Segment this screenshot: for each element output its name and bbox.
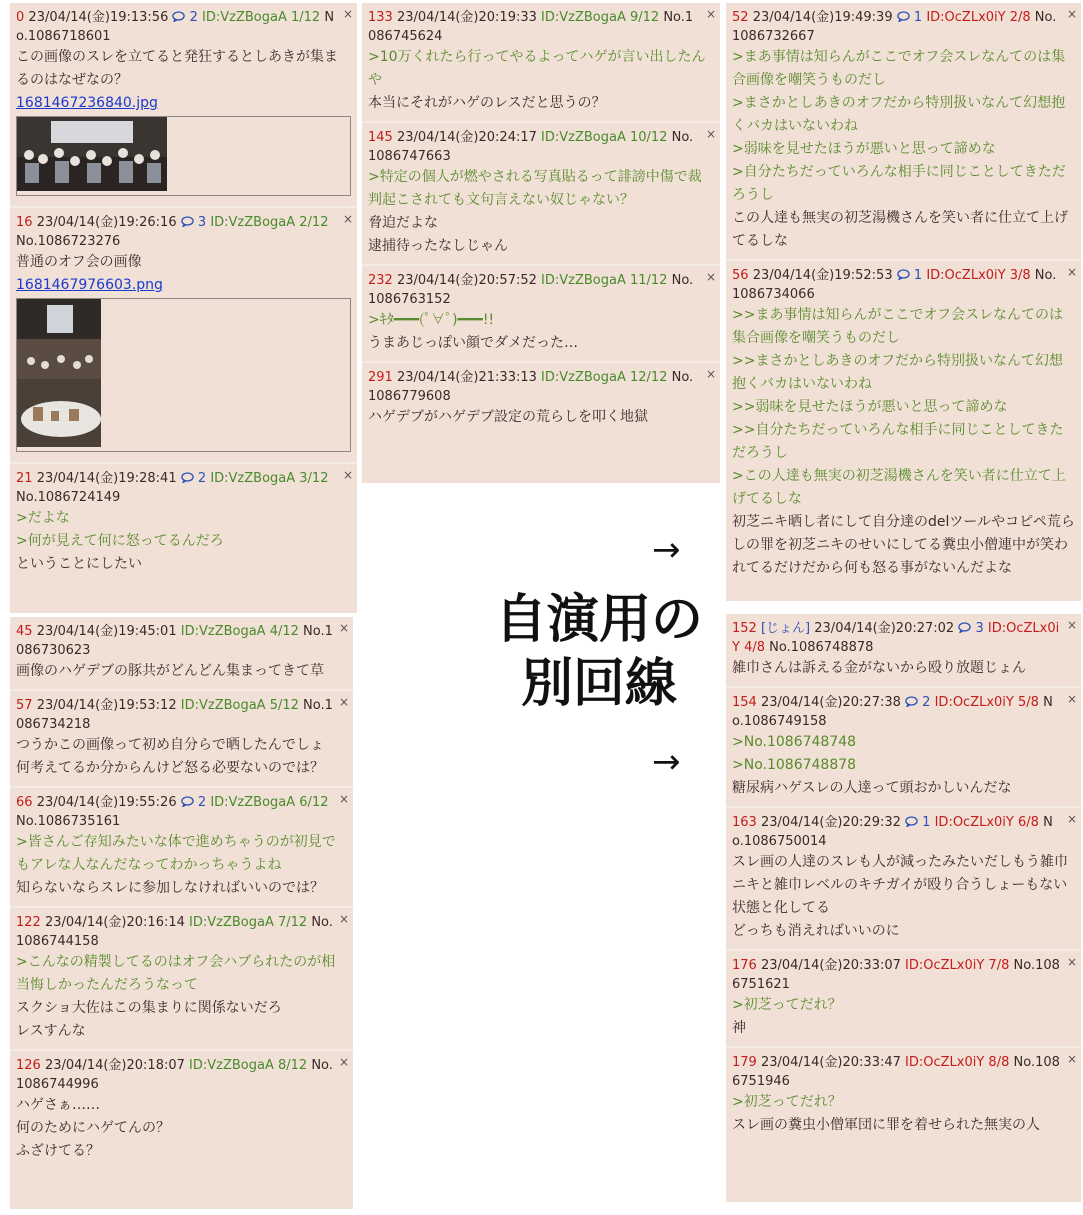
quote-line: >自分たちだっていろんな相手に同じことしてきただろうし: [732, 164, 1066, 203]
reply-count-value: 2: [189, 10, 198, 25]
post-number[interactable]: 133: [368, 10, 393, 25]
speech-bubble-icon: [897, 268, 910, 283]
post-no[interactable]: No.1086734066: [732, 268, 1057, 302]
post-no[interactable]: No.1086763152: [368, 273, 694, 307]
post: [362, 363, 720, 435]
post-header: [16, 1056, 347, 1094]
post: [726, 3, 1081, 261]
post-no[interactable]: No.1086748878: [769, 640, 874, 655]
body-line: スレ画の糞虫小僧軍団に罪を着せられた無実の人: [732, 1117, 1040, 1133]
reply-count[interactable]: [181, 471, 206, 486]
body-line: 何のためにハゲてんの？: [16, 1120, 170, 1136]
post: [726, 1048, 1081, 1143]
post-date: 23/04/14(金)20:33:47: [760, 1055, 901, 1070]
post-no[interactable]: No.1086745624: [368, 10, 694, 44]
quote-line: >特定の個人が燃やされる写真貼るって誹謗中傷で裁判起こされても文句言えない奴じゃない？: [368, 169, 702, 208]
quote-line: >まあ事情は知らんがここでオフ会スレなんてのは集合画像を嘲笑うものだし: [732, 49, 1066, 88]
post: [10, 691, 353, 788]
post-no[interactable]: No.1086751946: [732, 1055, 1060, 1089]
post-date: 23/04/14(金)20:29:32: [760, 815, 901, 830]
post: [362, 123, 720, 266]
close-icon[interactable]: ×: [1066, 955, 1077, 969]
reply-count-value: 2: [197, 795, 207, 810]
post-header: [732, 693, 1075, 731]
caption-line-1: 自演用の: [494, 590, 703, 650]
body-line: ふざけてる？: [16, 1143, 100, 1159]
post-number[interactable]: 66: [16, 795, 33, 810]
post-number[interactable]: 145: [368, 130, 393, 145]
post: [10, 464, 357, 582]
post-number[interactable]: 16: [16, 215, 33, 230]
reply-count[interactable]: [897, 10, 922, 25]
quote-line: >初芝ってだれ？: [732, 997, 842, 1013]
speech-bubble-icon: [897, 10, 910, 25]
quote-line: >>弱味を見せたほうが悪いと思って諦めな: [732, 399, 1008, 415]
poster-id[interactable]: ID:VzZBogaA 2/12: [210, 215, 329, 230]
close-icon[interactable]: ×: [338, 792, 349, 806]
post-no[interactable]: No.1086734218: [16, 698, 333, 732]
body-line: どっちも消えればいいのに: [732, 923, 900, 939]
post-header: [732, 8, 1075, 46]
post-number[interactable]: 0: [16, 10, 25, 25]
post-no[interactable]: No.1086723276: [16, 234, 121, 249]
body-line: 逮捕待ったなしじゃん: [368, 238, 508, 254]
quote-line: >こんなの精製してるのはオフ会ハブられたのが相当悔しかったんだろうなって: [16, 954, 336, 993]
reply-count[interactable]: [172, 10, 197, 25]
post-date: 23/04/14(金)19:45:01: [36, 624, 177, 639]
post-no[interactable]: No.1086735161: [16, 814, 121, 829]
close-icon[interactable]: ×: [1066, 1052, 1077, 1066]
reply-count-value: 2: [197, 471, 207, 486]
quote-line: >>自分たちだっていろんな相手に同じことしてきただろうし: [732, 422, 1064, 461]
poster-id[interactable]: ID:VzZBogaA 3/12: [210, 471, 329, 486]
close-icon[interactable]: ×: [1066, 812, 1077, 826]
reply-count-value: 3: [975, 621, 984, 636]
post-number[interactable]: 176: [732, 958, 757, 973]
post-number[interactable]: 291: [368, 370, 393, 385]
body-line: 知らないならスレに参加しなければいいのでは？: [16, 880, 324, 896]
poster-id[interactable]: ID:VzZBogaA 10/12: [541, 130, 668, 145]
post-number[interactable]: 152: [732, 621, 757, 636]
arrow-icon: →: [652, 742, 681, 782]
post-date: 23/04/14(金)20:19:33: [396, 10, 537, 25]
post-date: 23/04/14(金)20:57:52: [396, 273, 537, 288]
attachment-link[interactable]: 1681467236840.jpg: [16, 95, 158, 111]
post-no[interactable]: No.1086744996: [16, 1058, 333, 1092]
post-no[interactable]: No.1086749158: [732, 695, 1053, 729]
post-number[interactable]: 57: [16, 698, 33, 713]
post-date: 23/04/14(金)20:16:14: [44, 915, 185, 930]
body-line: 本当にそれがハゲのレスだと思うの？: [368, 95, 606, 111]
post: [726, 688, 1081, 808]
close-icon[interactable]: ×: [705, 367, 716, 381]
close-icon[interactable]: ×: [705, 270, 716, 284]
post-header: [732, 1053, 1075, 1091]
post-date: 23/04/14(金)21:33:13: [396, 370, 537, 385]
reply-count-value: 1: [922, 815, 931, 830]
close-icon[interactable]: ×: [342, 468, 353, 482]
close-icon[interactable]: ×: [342, 212, 353, 226]
poster-id[interactable]: ID:VzZBogaA 6/12: [210, 795, 329, 810]
post: [10, 788, 353, 908]
caption: [474, 588, 724, 716]
post-header: [368, 271, 714, 309]
speech-bubble-icon: [181, 795, 194, 810]
body-line: 普通のオフ会の画像: [16, 254, 142, 270]
close-icon[interactable]: ×: [1066, 618, 1077, 632]
poster-id[interactable]: ID:VzZBogaA 1/12: [202, 10, 321, 25]
thread-column-3-top: [726, 3, 1081, 601]
post-no[interactable]: No.1086747663: [368, 130, 694, 164]
body-line: ハゲさぁ……: [16, 1097, 100, 1113]
post-date: 23/04/14(金)19:49:39: [752, 10, 893, 25]
poster-id[interactable]: ID:VzZBogaA 5/12: [180, 698, 299, 713]
post-date: 23/04/14(金)19:13:56: [28, 10, 169, 25]
thread-column-2: [362, 3, 720, 483]
quote-line: >10万くれたら行ってやるよってハゲが言い出したんや: [368, 49, 706, 88]
quote-line: >だよな: [16, 510, 70, 526]
close-icon[interactable]: ×: [338, 1055, 349, 1069]
post-header: [368, 128, 714, 166]
poster-id[interactable]: ID:OcZLx0iY 8/8: [905, 1055, 1010, 1070]
speech-bubble-icon: [905, 695, 918, 710]
post-date: 23/04/14(金)19:55:26: [36, 795, 177, 810]
quote-line: >>まさかとしあきのオフだから特別扱いなんて幻想抱くバカはいないわね: [732, 353, 1064, 392]
post: [726, 261, 1081, 586]
thumbnail-image[interactable]: [16, 116, 351, 196]
post: [10, 208, 357, 464]
poster-id[interactable]: ID:VzZBogaA 9/12: [541, 10, 660, 25]
post: [726, 614, 1081, 688]
poster-name: [じょん]: [760, 621, 811, 636]
post-header: [16, 793, 347, 831]
close-icon[interactable]: ×: [1066, 7, 1077, 21]
post: [10, 908, 353, 1051]
post-date: 23/04/14(金)19:53:12: [36, 698, 177, 713]
body-line: 糖尿病ハゲスレの人達って頭おかしいんだな: [732, 780, 1012, 796]
quote-line: >何が見えて何に怒ってるんだろ: [16, 533, 224, 549]
body-line: レスすんな: [16, 1023, 86, 1039]
post: [726, 808, 1081, 951]
body-line: ということにしたい: [16, 556, 142, 572]
poster-id[interactable]: ID:VzZBogaA 4/12: [180, 624, 299, 639]
post-header: [732, 956, 1075, 994]
speech-bubble-icon: [172, 10, 185, 25]
post-number[interactable]: 179: [732, 1055, 757, 1070]
close-icon[interactable]: ×: [338, 695, 349, 709]
thread-column-1-bottom: [10, 617, 353, 1209]
speech-bubble-icon: [958, 621, 971, 636]
post: [362, 3, 720, 123]
post-header: [16, 8, 351, 46]
post-number[interactable]: 154: [732, 695, 757, 710]
reply-count[interactable]: [897, 268, 922, 283]
body-line: スレ画の人達のスレも人が減ったみたいだしもう雑巾ニキと雑巾レベルのキチガイが殴り合うしょーもない状態と化してる: [732, 854, 1068, 916]
post: [10, 3, 357, 208]
post-number[interactable]: 45: [16, 624, 33, 639]
poster-id[interactable]: ID:OcZLx0iY 4/8: [732, 621, 1060, 655]
post-number[interactable]: 232: [368, 273, 393, 288]
post-number[interactable]: 21: [16, 471, 33, 486]
close-icon[interactable]: ×: [338, 621, 349, 635]
quote-line: >>まあ事情は知らんがここでオフ会スレなんてのは集合画像を嘲笑うものだし: [732, 307, 1064, 346]
speech-bubble-icon: [181, 215, 194, 230]
post-date: 23/04/14(金)20:27:02: [814, 621, 955, 636]
poster-id[interactable]: ID:OcZLx0iY 6/8: [934, 815, 1039, 830]
quote-line: >この人達も無実の初芝湯機さんを笑い者に仕立て上げてるしな: [732, 468, 1066, 507]
close-icon[interactable]: ×: [1066, 692, 1077, 706]
close-icon[interactable]: ×: [705, 127, 716, 141]
reply-count[interactable]: [181, 215, 206, 230]
poster-id[interactable]: ID:OcZLx0iY 3/8: [926, 268, 1031, 283]
post-no[interactable]: No.1086779608: [368, 370, 694, 404]
post-number[interactable]: 126: [16, 1058, 41, 1073]
post-no[interactable]: No.1086744158: [16, 915, 333, 949]
close-icon[interactable]: ×: [705, 7, 716, 21]
post-no[interactable]: No.1086730623: [16, 624, 333, 658]
poster-id[interactable]: ID:OcZLx0iY 7/8: [905, 958, 1010, 973]
quote-line: >まさかとしあきのオフだから特別扱いなんて幻想抱くバカはいないわね: [732, 95, 1066, 134]
poster-id[interactable]: ID:OcZLx0iY 5/8: [934, 695, 1039, 710]
post-date: 23/04/14(金)20:18:07: [44, 1058, 185, 1073]
post: [10, 617, 353, 691]
reply-count[interactable]: [905, 815, 930, 830]
post-header: [368, 8, 714, 46]
post-date: 23/04/14(金)20:24:17: [396, 130, 537, 145]
poster-id[interactable]: ID:OcZLx0iY 2/8: [926, 10, 1031, 25]
speech-bubble-icon: [905, 815, 918, 830]
poster-id[interactable]: ID:VzZBogaA 11/12: [541, 273, 668, 288]
reply-count-value: 1: [913, 10, 923, 25]
body-line: この画像のスレを立てると発狂するとしあきが集まるのはなぜなの？: [16, 49, 338, 88]
post-date: 23/04/14(金)19:52:53: [752, 268, 893, 283]
poster-id[interactable]: ID:VzZBogaA 12/12: [541, 370, 668, 385]
post-header: [368, 368, 714, 406]
quote-line: >No.1086748748: [732, 734, 857, 750]
quote-line: >初芝ってだれ？: [732, 1094, 842, 1110]
speech-bubble-icon: [181, 471, 194, 486]
body-line: 初芝ニキ晒し者にして自分達のdelツールやコピペ荒らしの罪を初芝ニキのせいにしてる糞虫小僧連中が笑われてるだけだから何も怒る事がないんだよな: [732, 514, 1075, 576]
reply-count[interactable]: [181, 795, 206, 810]
close-icon[interactable]: ×: [1066, 265, 1077, 279]
body-line: ハゲデブがハゲデブ設定の荒らしを叩く地獄: [368, 409, 648, 425]
post-no[interactable]: No.1086750014: [732, 815, 1053, 849]
poster-id[interactable]: ID:VzZBogaA 7/12: [189, 915, 308, 930]
quote-line: >弱味を見せたほうが悪いと思って諦めな: [732, 141, 996, 157]
post-header: [16, 913, 347, 951]
post-number[interactable]: 122: [16, 915, 41, 930]
post-no[interactable]: No.1086718601: [16, 10, 335, 44]
post-no[interactable]: No.1086724149: [16, 490, 121, 505]
post-date: 23/04/14(金)20:27:38: [760, 695, 901, 710]
body-line: 画像のハゲデブの豚共がどんどん集まってきて草: [16, 663, 324, 679]
post-header: [16, 469, 351, 507]
post: [362, 266, 720, 363]
body-line: スクショ大佐はこの集まりに関係ないだろ: [16, 1000, 282, 1016]
post: [726, 951, 1081, 1048]
arrow-icon: →: [652, 530, 681, 570]
post-date: 23/04/14(金)19:26:16: [36, 215, 177, 230]
post-number[interactable]: 52: [732, 10, 749, 25]
quote-line: >No.1086748878: [732, 757, 857, 773]
post-header: [16, 213, 351, 251]
post-header: [732, 813, 1075, 851]
close-icon[interactable]: ×: [338, 912, 349, 926]
reply-count[interactable]: [958, 621, 983, 636]
reply-count-value: 1: [913, 268, 923, 283]
thread-column-3-bottom: [726, 614, 1081, 1202]
reply-count[interactable]: [905, 695, 930, 710]
reply-count-value: 3: [197, 215, 207, 230]
quote-line: >皆さんご存知みたいな体で進めちゃうのが初見でもアレな人なんだなってわかっちゃうよね: [16, 834, 336, 873]
body-line: 何考えてるか分からんけど怒る必要ないのでは？: [16, 760, 324, 776]
close-icon[interactable]: ×: [342, 7, 353, 21]
body-line: 雑巾さんは訴える金がないから殴り放題じょん: [732, 660, 1026, 676]
post-header: [16, 622, 347, 660]
post-header: [732, 619, 1075, 657]
thread-column-1-top: [10, 3, 357, 613]
body-line: 神: [732, 1020, 746, 1036]
attachment-link[interactable]: 1681467976603.png: [16, 277, 163, 293]
post-header: [16, 696, 347, 734]
thumbnail-image[interactable]: [16, 298, 351, 452]
body-line: つうかこの画像って初め自分らで晒したんでしょ: [16, 737, 324, 753]
post: [10, 1051, 353, 1169]
body-line: うまあじっぽい顔でダメだった…: [368, 335, 578, 351]
post-no[interactable]: No.1086732667: [732, 10, 1057, 44]
post-date: 23/04/14(金)20:33:07: [760, 958, 901, 973]
quote-line: >ｷﾀ━━━(ﾟ∀ﾟ)━━━!!: [368, 312, 495, 328]
post-no[interactable]: No.1086751621: [732, 958, 1060, 992]
post-number[interactable]: 56: [732, 268, 749, 283]
caption-line-2: 別回線: [520, 654, 677, 714]
post-number[interactable]: 163: [732, 815, 757, 830]
post-date: 23/04/14(金)19:28:41: [36, 471, 177, 486]
poster-id[interactable]: ID:VzZBogaA 8/12: [189, 1058, 308, 1073]
body-line: この人達も無実の初芝湯機さんを笑い者に仕立て上げてるしな: [732, 210, 1068, 249]
body-line: 脅迫だよな: [368, 215, 438, 231]
reply-count-value: 2: [922, 695, 931, 710]
post-header: [732, 266, 1075, 304]
